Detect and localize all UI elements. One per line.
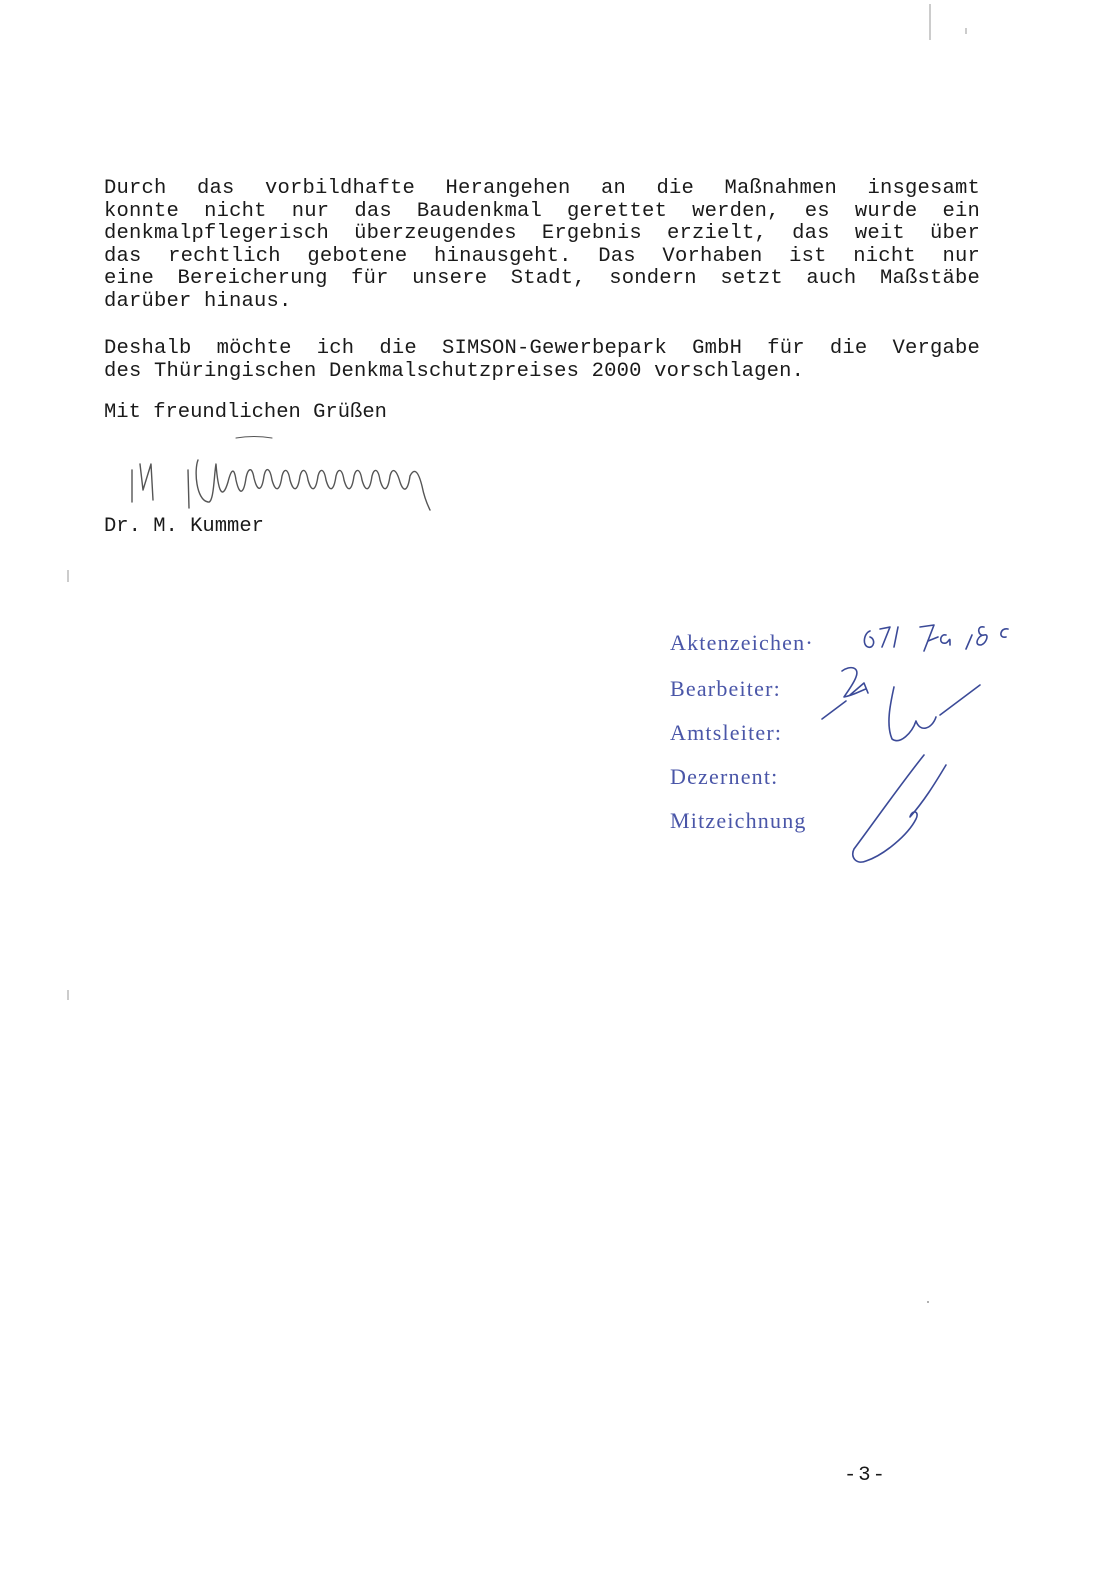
paragraph-line: Deshalb möchte ich die SIMSON-Gewerbepark GmbH für die Vergabe bbox=[104, 337, 980, 360]
paragraph-line: Durch das vorbildhafte Herangehen an die Maßnahmen insgesamt bbox=[104, 177, 980, 200]
body-paragraph-2 bbox=[104, 338, 980, 383]
stamp-mitzeichnung-label: Mitzeichnung bbox=[670, 808, 807, 833]
stamp-amtsleiter-label: Amtsleiter: bbox=[670, 720, 783, 745]
signer-name: Dr. M. Kummer bbox=[104, 515, 264, 538]
paragraph-line: darüber hinaus. bbox=[104, 289, 292, 313]
closing-greeting: Mit freundlichen Grüßen bbox=[104, 401, 387, 424]
paragraph-line: denkmalpflegerisch überzeugendes Ergebnis erzielt, das weit über bbox=[104, 222, 980, 245]
stamp-dezernent-label: Dezernent: bbox=[670, 764, 779, 789]
page-number: -3- bbox=[844, 1464, 887, 1487]
handwritten-annotations bbox=[820, 605, 1040, 875]
stamp-bearbeiter-label: Bearbeiter: bbox=[670, 676, 781, 701]
handwritten-signature bbox=[118, 430, 448, 520]
paragraph-line: des Thüringischen Denkmalschutzpreises 2000 vorschlagen. bbox=[104, 359, 805, 383]
stamp-aktenzeichen-label: Aktenzeichen· bbox=[670, 630, 814, 655]
paragraph-line: konnte nicht nur das Baudenkmal gerettet werden, es wurde ein bbox=[104, 199, 980, 223]
body-paragraph-1 bbox=[104, 178, 980, 313]
paragraph-line: eine Bereicherung für unsere Stadt, sondern setzt auch Maßstäbe bbox=[104, 267, 980, 290]
paragraph-line: das rechtlich gebotene hinausgeht. Das Vorhaben ist nicht nur bbox=[104, 244, 980, 268]
